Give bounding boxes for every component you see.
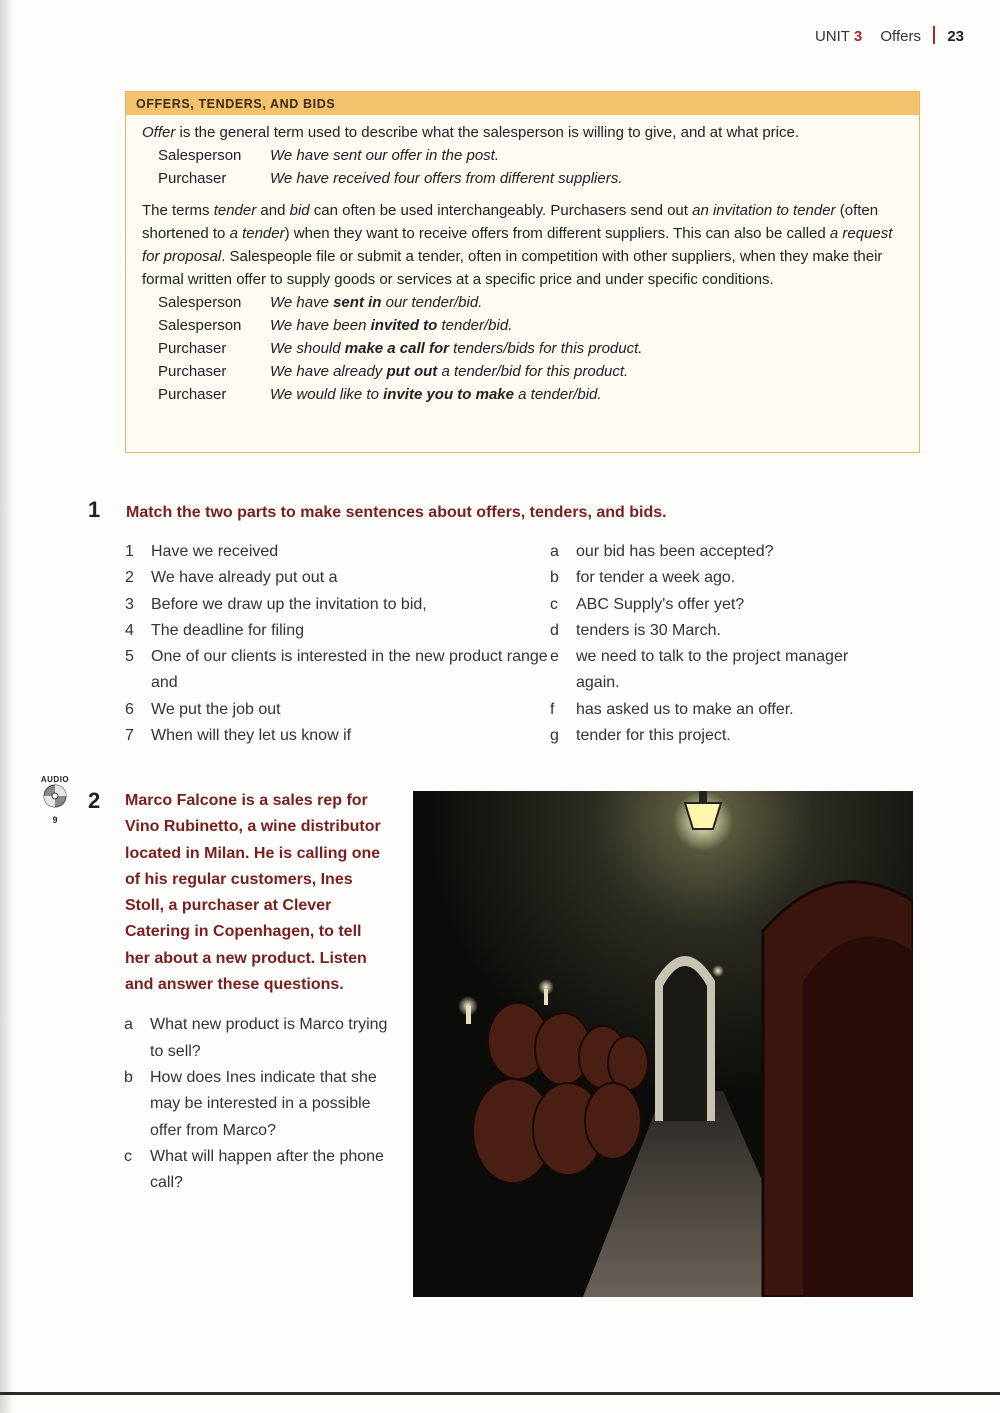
- example-line: [142, 144, 905, 167]
- item-text: We have already put out a: [151, 569, 338, 587]
- text-run: tender/bid.: [437, 317, 513, 334]
- exercise-2-questions: [124, 1012, 388, 1196]
- item-text: Before we draw up the invitation to bid,: [151, 595, 427, 613]
- term-offer: Offer: [142, 124, 176, 141]
- item-label: f: [550, 700, 555, 718]
- example-line: [142, 360, 905, 383]
- info-box-content: [126, 115, 919, 406]
- definition-offer-text: is the general term used to describe what the salesperson is willing to give, and at what price.: [175, 124, 800, 141]
- text-run: We have been: [270, 317, 371, 334]
- item-text: How does Ines indicate that she may be interested in a possible offer from Marco?: [150, 1068, 377, 1139]
- matching-item-left: [125, 539, 550, 565]
- term-tender: tender: [213, 202, 257, 219]
- item-label: 1: [125, 543, 134, 560]
- item-text: our bid has been accepted?: [576, 543, 774, 560]
- matching-columns: [88, 539, 948, 749]
- item-label: e: [550, 648, 559, 666]
- item-label: a: [124, 1016, 133, 1034]
- bottom-rule: [0, 1392, 1000, 1395]
- example-speaker: Purchaser: [158, 363, 227, 380]
- matching-item-right: [550, 565, 895, 591]
- key-phrase: invited to: [370, 317, 438, 334]
- text-run: We would like to: [270, 386, 384, 403]
- item-text: we need to talk to the project manager again.: [576, 648, 849, 692]
- header-divider: [933, 26, 935, 44]
- term-a-tender: a tender: [229, 225, 285, 242]
- example-line: [142, 337, 905, 360]
- item-label: c: [550, 595, 558, 613]
- item-label: c: [124, 1147, 132, 1165]
- example-line: [142, 167, 905, 190]
- item-label: 6: [125, 700, 134, 718]
- example-speaker: Salesperson: [158, 294, 242, 311]
- item-label: d: [550, 621, 559, 639]
- exercise-1-heading: [88, 497, 948, 523]
- item-label: 2: [125, 569, 134, 587]
- key-phrase: put out: [386, 363, 438, 380]
- item-label: 4: [125, 621, 134, 639]
- definition-offer: [142, 121, 905, 144]
- example-sentence: [270, 360, 628, 383]
- audio-track-marker: [38, 775, 72, 825]
- example-speaker: Purchaser: [158, 170, 227, 187]
- text-run: and: [256, 202, 290, 219]
- term-invitation-to-tender: an invitation to tender: [692, 202, 836, 219]
- example-speaker: Salesperson: [158, 317, 242, 334]
- item-label: 5: [125, 648, 134, 666]
- matching-item-right: [550, 592, 895, 618]
- exercise-2: [88, 788, 388, 1196]
- example-sentence: [270, 383, 602, 406]
- text-run: ) when they want to receive offers from different suppliers. This can also be called: [284, 225, 830, 242]
- item-text: What will happen after the phone call?: [150, 1147, 384, 1192]
- matching-item-right: [550, 723, 895, 749]
- question-item: [124, 1065, 388, 1144]
- item-text: One of our clients is interested in the new product range and: [151, 648, 548, 692]
- matching-item-left: [125, 565, 550, 591]
- item-label: 3: [125, 595, 134, 613]
- definition-tender-bid: [142, 199, 905, 291]
- item-text: tender for this project.: [576, 727, 731, 745]
- matching-right-column: [550, 539, 895, 749]
- running-header: [815, 26, 964, 45]
- text-run: (often shortened to: [142, 202, 879, 242]
- item-text: ABC Supply's offer yet?: [576, 595, 745, 613]
- matching-item-left: [125, 644, 550, 697]
- matching-item-left: [125, 723, 550, 749]
- term-request-for-proposal: a request for proposal: [142, 225, 893, 265]
- matching-item-right: [550, 618, 895, 644]
- text-run: We should: [270, 340, 345, 357]
- matching-left-column: [125, 539, 550, 749]
- tender-examples: [142, 291, 905, 406]
- wine-cellar-photo: [413, 791, 913, 1297]
- example-speaker: Salesperson: [158, 147, 242, 164]
- item-text: When will they let us know if: [151, 727, 352, 745]
- text-run: a tender/bid for this product.: [437, 363, 629, 380]
- exercise-1: [88, 497, 948, 749]
- matching-item-left: [125, 592, 550, 618]
- matching-item-left: [125, 618, 550, 644]
- info-box-title: OFFERS, TENDERS, AND BIDS: [126, 92, 919, 115]
- item-text: for tender a week ago.: [576, 569, 736, 587]
- item-label: g: [550, 727, 559, 745]
- key-phrase: invite you to make: [383, 386, 514, 403]
- audio-label: AUDIO: [40, 775, 70, 784]
- exercise-number: 1: [88, 497, 101, 522]
- example-sentence: We have received four offers from different suppliers.: [270, 170, 623, 187]
- text-run: tenders/bids for this product.: [449, 340, 643, 357]
- exercise-number: 2: [88, 788, 101, 813]
- item-label: b: [124, 1068, 133, 1086]
- example-sentence: [270, 337, 642, 360]
- key-phrase: sent in: [333, 294, 382, 311]
- offer-examples: [142, 144, 905, 190]
- page-gutter-shadow: [0, 0, 14, 1413]
- question-item: [124, 1012, 388, 1065]
- item-text: Have we received: [151, 543, 279, 560]
- item-label: 7: [125, 727, 134, 745]
- example-sentence: [270, 291, 482, 314]
- matching-item-right: [550, 539, 895, 565]
- info-box-offers-tenders-bids: [125, 91, 920, 453]
- item-label: b: [550, 569, 559, 587]
- example-speaker: Purchaser: [158, 340, 227, 357]
- item-label: a: [550, 543, 559, 560]
- unit-number: 3: [853, 28, 863, 45]
- text-run: We have: [270, 294, 334, 311]
- text-run: . Salespeople file or submit a tender, often in competition with other suppliers, when they make their formal written offer to supply goods or services at a specific price and under specific conditions.: [142, 248, 883, 288]
- item-text: tenders is 30 March.: [576, 621, 721, 639]
- example-sentence: [270, 314, 512, 337]
- item-text: We put the job out: [151, 700, 281, 718]
- item-text: The deadline for filing: [151, 621, 304, 639]
- example-speaker: Purchaser: [158, 386, 227, 403]
- text-run: can often be used interchangeably. Purchasers send out: [309, 202, 693, 219]
- item-text: has asked us to make an offer.: [576, 700, 794, 718]
- example-line: [142, 314, 905, 337]
- key-phrase: make a call for: [344, 340, 449, 357]
- item-text: What new product is Marco trying to sell?: [150, 1016, 388, 1060]
- example-sentence: We have sent our offer in the post.: [270, 147, 500, 164]
- matching-item-left: [125, 697, 550, 723]
- page-number: 23: [947, 28, 964, 45]
- text-run: The terms: [142, 202, 214, 219]
- exercise-instruction: Marco Falcone is a sales rep for Vino Rubinetto, a wine distributor located in Milan. He is calling one of his regular customers, Ines Stoll, a purchaser at Clever Catering in Copenhagen, to tell her about a new product. Listen and answer these questions.: [125, 792, 381, 994]
- cd-icon: [38, 784, 72, 815]
- term-bid: bid: [289, 202, 310, 219]
- example-line: [142, 383, 905, 406]
- text-run: We have already: [270, 363, 387, 380]
- unit-label: UNIT: [814, 28, 850, 45]
- section-title: Offers: [880, 28, 921, 45]
- text-run: a tender/bid.: [513, 386, 602, 403]
- example-line: [142, 291, 905, 314]
- exercise-instruction: Match the two parts to make sentences about offers, tenders, and bids.: [126, 504, 667, 521]
- text-run: our tender/bid.: [381, 294, 483, 311]
- audio-track-number: 9: [52, 815, 58, 825]
- question-item: [124, 1144, 388, 1197]
- matching-item-right: [550, 644, 895, 697]
- matching-item-right: [550, 697, 895, 723]
